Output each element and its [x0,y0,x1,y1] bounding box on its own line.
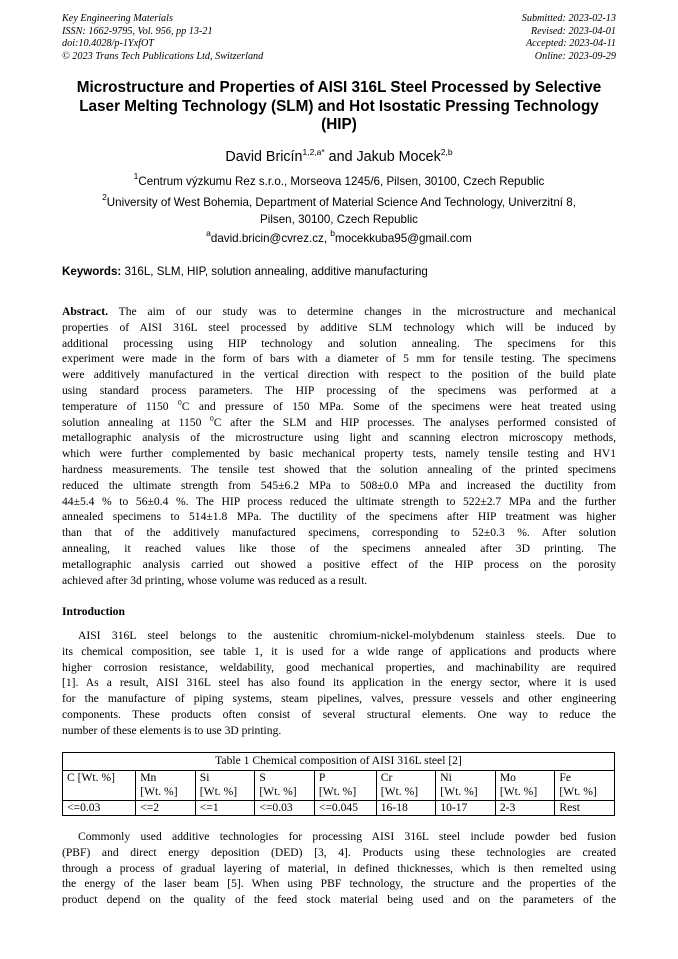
affiliation-mark: 1 [133,171,139,181]
paper-title [62,79,616,135]
affiliation-mark: 2 [102,192,107,202]
affiliation-1 [62,171,616,191]
author-name: Jakub Mocek [356,149,441,165]
abstract-line: were additively manufactured in the vertical direction with respect to the position of the build plate [62,368,616,382]
affiliation-2 [62,192,616,228]
paragraph-line: its chemical composition, see table 1, it is used for a wide range of applications and products where [62,644,616,658]
affiliation-text: Pilsen, 30100, Czech Republic [260,212,418,226]
abstract [62,304,616,588]
table-cell: 2-3 [495,800,555,816]
journal-doi[interactable]: doi:10.4028/p-1YxfOT [62,38,154,50]
keywords-text: 316L, SLM, HIP, solution annealing, additive manufacturing [121,265,428,278]
introduction-paragraph-2 [62,829,616,908]
table-header-cell: S [Wt. %] [255,770,315,800]
email-link[interactable]: mocekkuba95@gmail.com [335,232,472,245]
abstract-text: temperature of 1150 [62,399,178,413]
paragraph-line: [1]. As a result, AISI 316L steel has also found its application in the energy sector, where it is used [62,676,616,690]
section-heading-introduction: Introduction [62,605,125,618]
table-cell: 10-17 [436,800,496,816]
table-cell: <=0.03 [63,800,136,816]
abstract-text: solution annealing at 1150 [62,415,211,429]
date-submitted: Submitted: 2023-02-13 [521,13,616,24]
table-header-cell: Fe [Wt. %] [555,770,615,800]
abstract-line: metallographic analysis carried out showed a positive effect of the HIP process on the porosity [62,557,616,571]
abstract-line: achieved after 3d printing, whose volume was reduced as a result. [62,573,368,587]
abstract-line: which were further complemented by basic mechanical property tests, namely tensile testing and HV1 [62,447,616,461]
author-affiliation-mark: 2,b [440,147,453,157]
abstract-label: Abstract. [62,305,109,318]
affiliation-text: University of West Bohemia, Department of Material Science And Technology, Univerzitní 8, [106,196,576,209]
keywords [62,265,616,278]
degree-superscript: 0 [178,397,182,407]
journal-name: Key Engineering Materials [62,13,173,24]
email-mark: a [206,228,211,238]
paragraph-line: number of these elements is to use 3D printing. [62,723,282,737]
table-cell: <=1 [195,800,255,816]
paragraph-line: for the manufacture of piping systems, steam pipelines, valves, pressure vessels and other engineering [62,692,616,706]
paragraph-line: the energy of the laser beam [5]. When using PBF technology, the structure and the properties of the [62,877,616,891]
paragraph-line: product depend on the quality of the feed stock material being used and on the parameters of the [62,893,616,907]
abstract-line: reduced the ultimate strength from 545±6.2 MPa to 508±0.0 MPa and increased the ductility from [62,478,616,492]
journal-copyright: © 2023 Trans Tech Publications Ltd, Switzerland [62,50,264,62]
table-header-cell: P [Wt. %] [314,770,376,800]
abstract-line: hardness measurements. The tensile test showed that the solution annealing of the printed specimens [62,462,616,476]
table-cell: 16-18 [376,800,436,816]
abstract-line: annealing, it reached values like those of the specimens annealed after 3D printing. The [62,541,616,555]
abstract-line: The aim of our study was to determine changes in the microstructure and mechanical [108,305,616,318]
paragraph-line: (PBF) and direct energy deposition (DED) [3, 4]. Products using these technologies are created [62,845,616,859]
author-emails [62,228,616,248]
introduction-paragraph-1 [62,628,616,739]
journal-info [62,13,263,63]
degree-superscript: 0 [210,413,214,423]
title-line: Laser Melting Technology (SLM) and Hot Isostatic Pressing Technology [79,97,599,115]
table-row [63,800,615,816]
author-affiliation-mark: 1,2,a* [302,147,325,157]
date-revised: Revised: 2023-04-01 [530,25,616,37]
author-name: David Bricín [225,149,303,165]
paragraph-line: higher corrosion resistance, weldability, good mechanical properties, and machinability are required [62,660,616,674]
table-header-cell: Ni [Wt. %] [436,770,496,800]
email-link[interactable]: david.bricin@cvrez.cz, [210,232,331,245]
abstract-text: C after the SLM and HIP processes. The analyses performed consisted of [213,415,616,429]
abstract-line: 44±5.4 % to 56±0.4 %. The HIP process reduced the ultimate strength to 522±2.7 MPa and the further [62,494,616,508]
table-header-cell: Mn [Wt. %] [136,770,196,800]
table-cell: <=0.045 [314,800,376,816]
composition-table [62,752,615,816]
abstract-line: than that of the additively manufactured specimens, corresponding to 52±0.3 %. After solution [62,526,616,540]
email-mark: b [330,228,336,238]
table-caption-row [63,753,615,771]
date-online: Online: 2023-09-29 [534,50,616,62]
abstract-line: experiment were made in the form of bars with a diameter of 5 mm for tensile testing. The specimens [62,352,616,366]
abstract-text: C and pressure of 150 MPa. Some of the specimens were heat treated using [181,399,616,413]
journal-issn: ISSN: 1662-9795, Vol. 956, pp 13-21 [62,25,213,37]
abstract-line: additional processing using HIP technology and solution annealing. The specimens for this [62,336,616,350]
table-cell: <=0.03 [255,800,315,816]
paragraph-line: components. These products often consist of several structural elements. One way to reduce the [62,707,616,721]
title-line: (HIP) [321,116,357,133]
table-caption: Table 1 Chemical composition of AISI 316L steel [2] [63,753,615,771]
abstract-line: metallographic analysis of the microstructure using light and scanning electron microscopy methods, [62,431,616,445]
author-list [62,149,616,165]
paragraph-line: AISI 316L steel belongs to the austenitic chromium-nickel-molybdenum stainless steels. Due to [78,629,616,642]
table-header-cell: Cr [Wt. %] [376,770,436,800]
author-conjunction: and [324,149,357,165]
paragraph-line: through a process of gradual layering of material, in defined thicknesses, which is then remelted using [62,861,616,875]
title-line: Microstructure and Properties of AISI 316L Steel Processed by Selective [76,79,602,96]
table-header-row [63,770,615,800]
affiliation-text: Centrum výzkumu Rez s.r.o., Morseova 1245/6, Pilsen, 30100, Czech Republic [138,175,545,188]
table-header-cell: Mo [Wt. %] [495,770,555,800]
table-cell: <=2 [136,800,196,816]
submission-dates [522,13,616,63]
table-header-cell: Si [Wt. %] [195,770,255,800]
table-header-cell: C [Wt. %] [63,770,136,800]
paragraph-line: Commonly used additive technologies for processing AISI 316L steel include powder bed fusion [78,830,616,843]
abstract-line: properties of AISI 316L steel processed by additive SLM technology which will be induced by [62,320,616,334]
table-cell: Rest [555,800,615,816]
keywords-label: Keywords: [62,265,122,278]
abstract-line: using standard process parameters. The HIP processing of the specimens was performed at a [62,383,616,397]
date-accepted: Accepted: 2023-04-11 [525,38,616,50]
abstract-line: annealed specimens to 514±1.8 MPa. The ductility of the specimens after HIP treatment was higher [62,510,616,524]
